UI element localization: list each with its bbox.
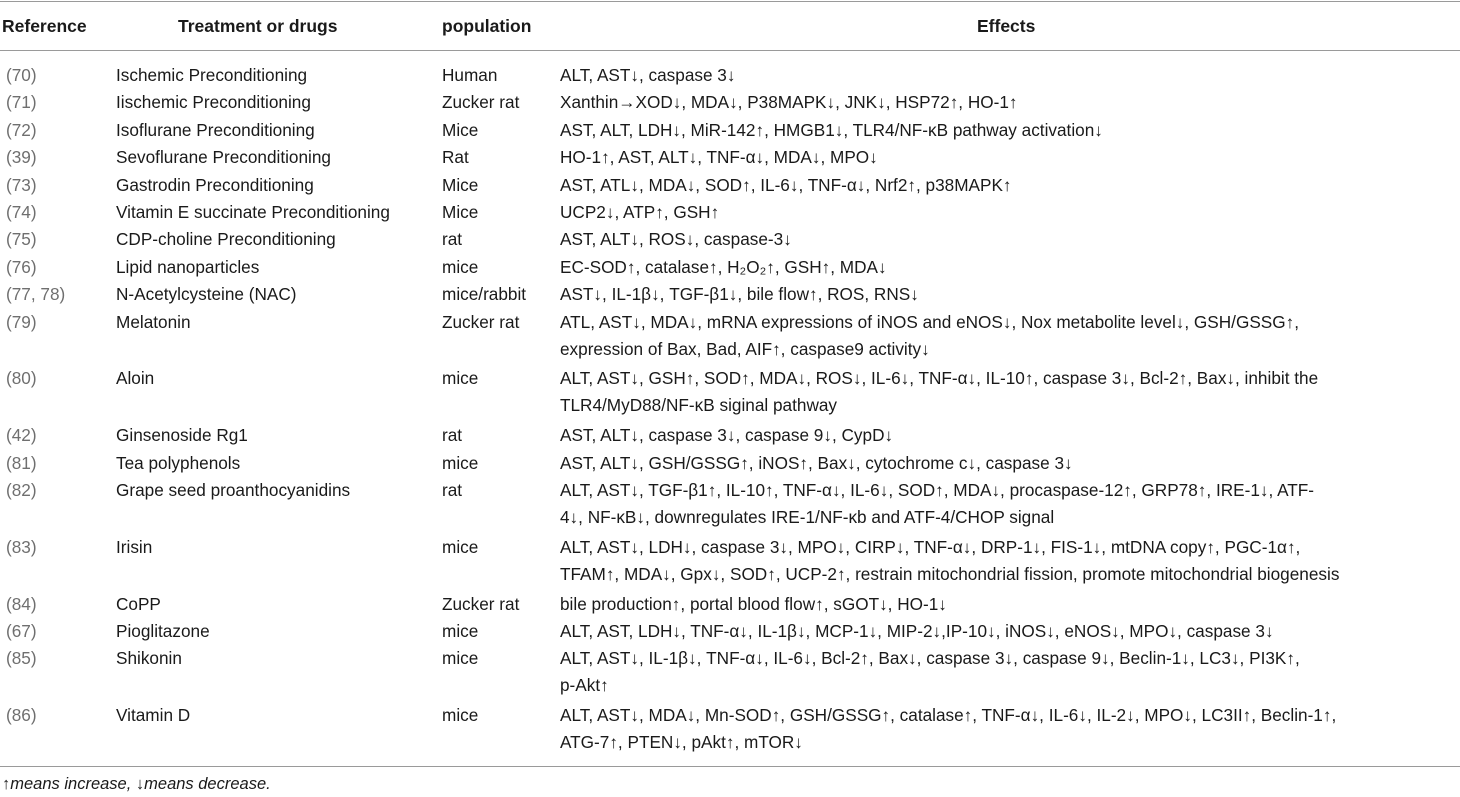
effects-cell [560, 450, 1458, 477]
population-cell: Mice [442, 202, 479, 222]
treatment-cell: Isoflurane Preconditioning [116, 119, 315, 140]
effects-cell [560, 591, 1458, 618]
treatment-cell: Aloin [116, 368, 155, 389]
effects-cell [560, 199, 1458, 226]
effects-line: ALT, AST↓, TGF-β1↑, IL-10↑, TNF-α↓, IL-6↓, SOD↑, MDA↓, procaspase-12↑, GRP78↑, IRE-1↓, ATF- [560, 480, 1314, 500]
population-cell: rat [442, 229, 463, 250]
header-population: population [442, 16, 532, 36]
effects-line: ALT, AST↓, LDH↓, caspase 3↓, MPO↓, CIRP↓, TNF-α↓, DRP-1↓, FIS-1↓, mtDNA copy↑, PGC-1α↑, [560, 536, 1301, 557]
reference-cell[interactable]: (75) [6, 229, 37, 250]
population-cell: mice [442, 705, 479, 726]
effects-line: ATG-7↑, PTEN↓, pAkt↑, mTOR↓ [560, 732, 803, 753]
effects-line: ALT, AST↓, IL-1β↓, TNF-α↓, IL-6↓, Bcl-2↑, Bax↓, caspase 3↓, caspase 9↓, Beclin-1↓, LC3↓, PI3K↑, [560, 648, 1300, 669]
effects-cell [560, 309, 1458, 363]
population-cell: mice [442, 648, 479, 669]
treatment-cell: Vitamin D [116, 705, 191, 726]
population-cell: Zucker rat [442, 593, 520, 614]
reference-cell[interactable]: (74) [6, 202, 37, 222]
population-cell: rat [442, 480, 463, 500]
population-cell: Zucker rat [442, 92, 520, 113]
reference-cell[interactable]: (67) [6, 621, 37, 641]
reference-cell[interactable]: (80) [6, 368, 37, 389]
population-cell: Human [442, 65, 498, 85]
effects-cell [560, 89, 1458, 116]
effects-line: TFAM↑, MDA↓, Gpx↓, SOD↑, UCP-2↑, restrain mitochondrial fission, promote mitochondrial biogenesis [560, 563, 1340, 584]
population-cell: mice [442, 621, 479, 641]
population-cell: Rat [442, 147, 469, 168]
reference-cell[interactable]: (79) [6, 311, 37, 332]
reference-cell[interactable]: (86) [6, 705, 37, 726]
effects-cell [560, 645, 1458, 699]
header-effects: Effects [977, 16, 1036, 36]
effects-line: HO-1↑, AST, ALT↓, TNF-α↓, MDA↓, MPO↓ [560, 147, 878, 168]
effects-cell [560, 144, 1458, 171]
treatment-cell: Sevoflurane Preconditioning [116, 147, 331, 168]
treatment-cell: Gastrodin Preconditioning [116, 174, 314, 195]
treatment-cell: Lipid nanoparticles [116, 256, 260, 277]
effects-line: AST, ALT↓, GSH/GSSG↑, iNOS↑, Bax↓, cytochrome c↓, caspase 3↓ [560, 452, 1073, 473]
effects-cell [560, 172, 1458, 199]
effects-cell [560, 62, 1458, 89]
effects-line: TLR4/MyD88/NF-κB siginal pathway [560, 395, 838, 416]
population-cell: mice/rabbit [442, 284, 527, 305]
effects-line: AST, ALT↓, caspase 3↓, caspase 9↓, CypD↓ [560, 425, 894, 446]
treatment-cell: Vitamin E succinate Preconditioning [116, 202, 390, 222]
effects-line: bile production↑, portal blood flow↑, sGOT↓, HO-1↓ [560, 593, 947, 614]
effects-line: AST, ALT↓, ROS↓, caspase-3↓ [560, 229, 792, 250]
header-treatment: Treatment or drugs [178, 16, 338, 36]
population-cell: mice [442, 536, 479, 557]
population-cell: mice [442, 256, 479, 277]
effects-line: p-Akt↑ [560, 675, 609, 696]
reference-cell[interactable]: (71) [6, 92, 37, 113]
reference-cell[interactable]: (77, 78) [6, 284, 66, 305]
reference-cell[interactable]: (83) [6, 536, 37, 557]
effects-cell [560, 477, 1458, 531]
effects-line: EC-SOD↑, catalase↑, H₂O₂↑, GSH↑, MDA↓ [560, 256, 887, 277]
population-cell: Mice [442, 119, 479, 140]
footnote: ↑means increase, ↓means decrease. [2, 775, 271, 793]
treatment-cell: CDP-choline Preconditioning [116, 229, 336, 250]
population-cell: mice [442, 452, 479, 473]
population-cell: mice [442, 368, 479, 389]
reference-cell[interactable]: (85) [6, 648, 37, 669]
effects-cell [560, 365, 1458, 419]
effects-line: ALT, AST↓, caspase 3↓ [560, 65, 736, 85]
header-rule [0, 50, 1460, 51]
effects-line: UCP2↓, ATP↑, GSH↑ [560, 202, 720, 222]
bottom-rule [0, 766, 1460, 767]
treatment-cell: Ischemic Preconditioning [116, 65, 308, 85]
effects-cell [560, 226, 1458, 253]
header-reference: Reference [2, 16, 87, 36]
effects-line: ALT, AST↓, MDA↓, Mn-SOD↑, GSH/GSSG↑, catalase↑, TNF-α↓, IL-6↓, IL-2↓, MPO↓, LC3II↑, Beclin-1↑, [560, 705, 1337, 726]
effects-cell [560, 254, 1458, 281]
effects-line: AST, ATL↓, MDA↓, SOD↑, IL-6↓, TNF-α↓, Nrf2↑, p38MAPK↑ [560, 174, 1012, 195]
reference-cell[interactable]: (42) [6, 425, 37, 446]
reference-cell[interactable]: (70) [6, 65, 37, 85]
effects-line: ALT, AST↓, GSH↑, SOD↑, MDA↓, ROS↓, IL-6↓, TNF-α↓, IL-10↑, caspase 3↓, Bcl-2↑, Bax↓, inhibit the [560, 368, 1319, 389]
treatment-cell: Pioglitazone [116, 621, 210, 641]
reference-cell[interactable]: (72) [6, 119, 37, 140]
reference-cell[interactable]: (84) [6, 593, 37, 614]
effects-cell [560, 117, 1458, 144]
treatment-cell: Shikonin [116, 648, 182, 669]
effects-line: Xanthin→XOD↓, MDA↓, P38MAPK↓, JNK↓, HSP72↑, HO-1↑ [560, 92, 1018, 113]
reference-cell[interactable]: (76) [6, 256, 37, 277]
reference-cell[interactable]: (39) [6, 147, 37, 168]
treatment-cell: Grape seed proanthocyanidins [116, 480, 351, 500]
reference-cell[interactable]: (81) [6, 452, 37, 473]
effects-line: ALT, AST, LDH↓, TNF-α↓, IL-1β↓, MCP-1↓, MIP-2↓,IP-10↓, iNOS↓, eNOS↓, MPO↓, caspase 3↓ [560, 621, 1274, 641]
population-cell: Mice [442, 174, 479, 195]
treatment-cell: Tea polyphenols [116, 452, 241, 473]
top-rule [0, 1, 1460, 2]
effects-line: expression of Bax, Bad, AIF↑, caspase9 activity↓ [560, 338, 930, 359]
effects-line: AST, ALT, LDH↓, MiR-142↑, HMGB1↓, TLR4/NF-κB pathway activation↓ [560, 119, 1103, 140]
effects-line: ATL, AST↓, MDA↓, mRNA expressions of iNOS and eNOS↓, Nox metabolite level↓, GSH/GSSG↑, [560, 311, 1299, 332]
treatment-cell: Irisin [116, 536, 153, 557]
treatment-cell: Ginsenoside Rg1 [116, 425, 248, 446]
effects-line: 4↓, NF-κB↓, downregulates IRE-1/NF-κb and ATF-4/CHOP signal [560, 507, 1055, 527]
effects-cell [560, 534, 1458, 588]
treatment-cell: N-Acetylcysteine (NAC) [116, 284, 297, 305]
effects-cell [560, 702, 1458, 756]
reference-cell[interactable]: (82) [6, 480, 37, 500]
population-cell: rat [442, 425, 463, 446]
effects-cell [560, 281, 1458, 308]
treatment-cell: CoPP [116, 593, 161, 614]
population-cell: Zucker rat [442, 311, 520, 332]
treatment-cell: Melatonin [116, 311, 191, 332]
effects-cell [560, 422, 1458, 449]
treatment-cell: Iischemic Preconditioning [116, 92, 311, 113]
reference-cell[interactable]: (73) [6, 174, 37, 195]
effects-line: AST↓, IL-1β↓, TGF-β1↓, bile flow↑, ROS, RNS↓ [560, 284, 919, 305]
effects-cell [560, 618, 1458, 645]
